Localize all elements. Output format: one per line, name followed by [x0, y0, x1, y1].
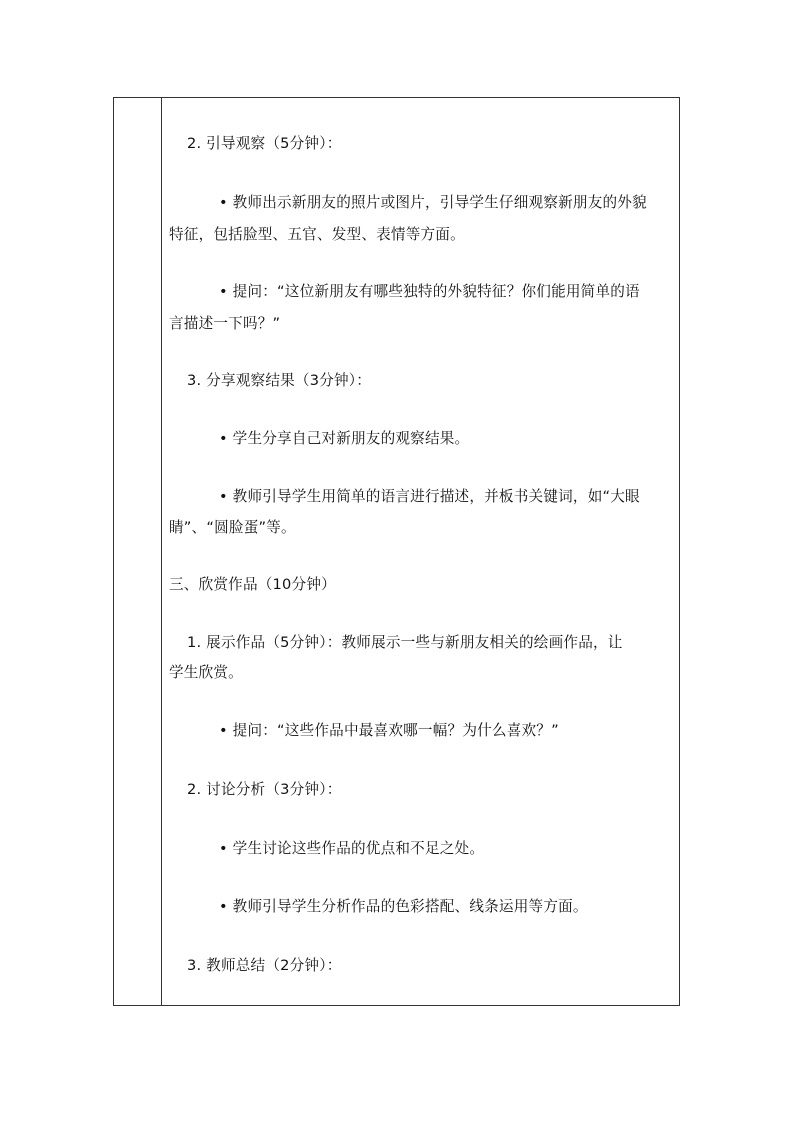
bullet-line: • 教师引导学生用简单的语言进行描述，并板书关键词，如“大眼: [219, 488, 640, 505]
section-heading-show-works: 1. 展示作品（5分钟）：教师展示一些与新朋友相关的绘画作品，让: [187, 634, 623, 651]
section-heading-teacher-summary: 3. 教师总结（2分钟）：: [187, 957, 342, 974]
table-left-column: [114, 98, 162, 1005]
lesson-plan-table: [113, 97, 680, 1006]
bullet-line: • 提问：“这位新朋友有哪些独特的外貌特征？你们能用简单的语: [219, 283, 640, 300]
bullet-line: • 教师引导学生分析作品的色彩搭配、线条运用等方面。: [219, 898, 588, 915]
section-heading-appreciate-works: 三、欣赏作品（10分钟）: [169, 576, 336, 593]
section-heading-discussion: 2. 讨论分析（3分钟）：: [187, 781, 342, 798]
section-heading-guided-observation: 2. 引导观察（5分钟）：: [187, 135, 342, 152]
text-line: 睛”、“圆脸蛋”等。: [169, 519, 296, 536]
bullet-line: • 提问：“这些作品中最喜欢哪一幅？为什么喜欢？”: [219, 722, 559, 739]
bullet-line: • 学生分享自己对新朋友的观察结果。: [219, 430, 470, 447]
text-line: 特征，包括脸型、五官、发型、表情等方面。: [169, 226, 465, 243]
bullet-line: • 教师出示新朋友的照片或图片，引导学生仔细观察新朋友的外貌: [219, 194, 647, 211]
table-content-cell: [162, 98, 679, 1005]
section-heading-share-results: 3. 分享观察结果（3分钟）：: [187, 372, 372, 389]
text-line: 言描述一下吗？”: [169, 315, 281, 332]
bullet-line: • 学生讨论这些作品的优点和不足之处。: [219, 840, 485, 857]
text-line: 学生欣赏。: [169, 664, 243, 681]
